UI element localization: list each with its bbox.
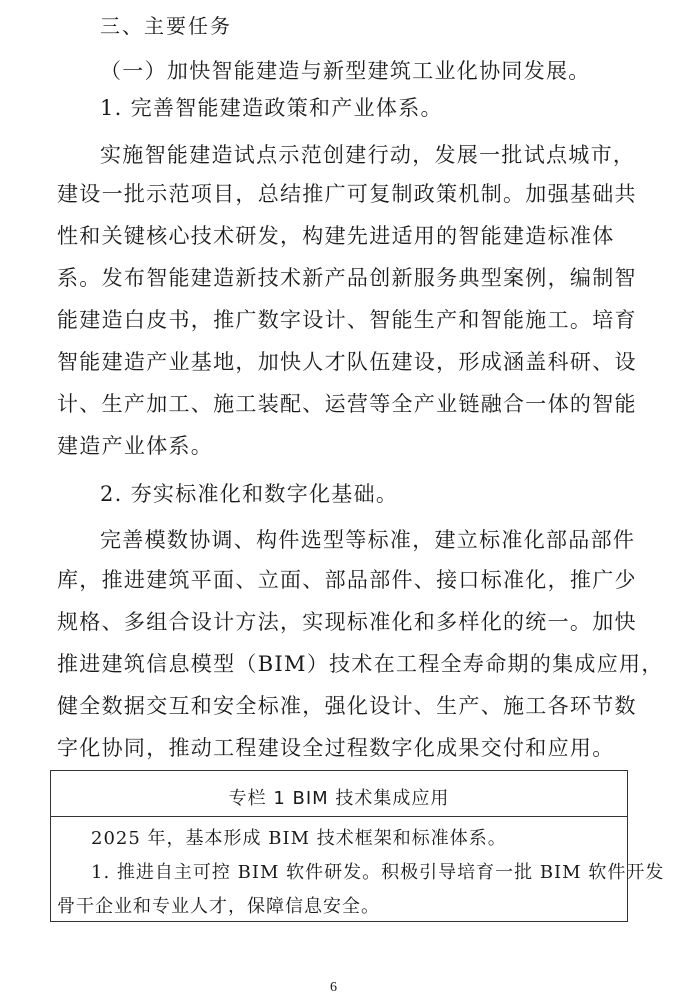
paragraph-line: 健全数据交互和安全标准，强化设计、生产、施工各环节数	[57, 694, 637, 718]
paragraph-line: 实施智能建造试点示范创建行动，发展一批试点城市，	[100, 143, 636, 167]
subheading: （一）加快智能建造与新型建筑工业化协同发展。	[100, 59, 591, 83]
paragraph-line: 计、生产加工、施工装配、运营等全产业链融合一体的智能	[57, 392, 637, 416]
box-header	[51, 771, 627, 817]
paragraph-line: 建造产业体系。	[57, 434, 214, 458]
page-number: 6	[330, 980, 337, 995]
item1-title: 1. 完善智能建造政策和产业体系。	[100, 96, 443, 120]
section-heading: 三、主要任务	[100, 14, 232, 38]
paragraph-line: 推进建筑信息模型（BIM）技术在工程全寿命期的集成应用，	[57, 652, 664, 676]
box-title: 专栏 1 BIM 技术集成应用	[228, 788, 450, 809]
paragraph-line: 规格、多组合设计方法，实现标准化和多样化的统一。加快	[57, 610, 637, 634]
box-line: 骨干企业和专业人才，保障信息安全。	[57, 896, 380, 917]
item2-title: 2. 夯实标准化和数字化基础。	[100, 482, 399, 506]
box-line: 1. 推进自主可控 BIM 软件研发。积极引导培育一批 BIM 软件开发	[91, 862, 665, 883]
paragraph-line: 性和关键核心技术研发，构建先进适用的智能建造标准体	[57, 224, 615, 248]
paragraph-line: 系。发布智能建造新技术新产品创新服务典型案例，编制智	[57, 266, 637, 290]
sidebar-box	[50, 770, 665, 922]
paragraph-line: 建设一批示范项目，总结推广可复制政策机制。加强基础共	[57, 182, 637, 206]
paragraph-line: 智能建造产业基地，加快人才队伍建设，形成涵盖科研、设	[57, 350, 637, 374]
box-line: 2025 年，基本形成 BIM 技术框架和标准体系。	[91, 828, 507, 849]
paragraph-line: 字化协同，推动工程建设全过程数字化成果交付和应用。	[57, 736, 615, 760]
paragraph-line: 库，推进建筑平面、立面、部品部件、接口标准化，推广少	[57, 568, 637, 592]
paragraph-line: 完善模数协调、构件选型等标准，建立标准化部品部件	[100, 528, 636, 552]
paragraph-line: 能建造白皮书，推广数字设计、智能生产和智能施工。培育	[57, 308, 637, 332]
